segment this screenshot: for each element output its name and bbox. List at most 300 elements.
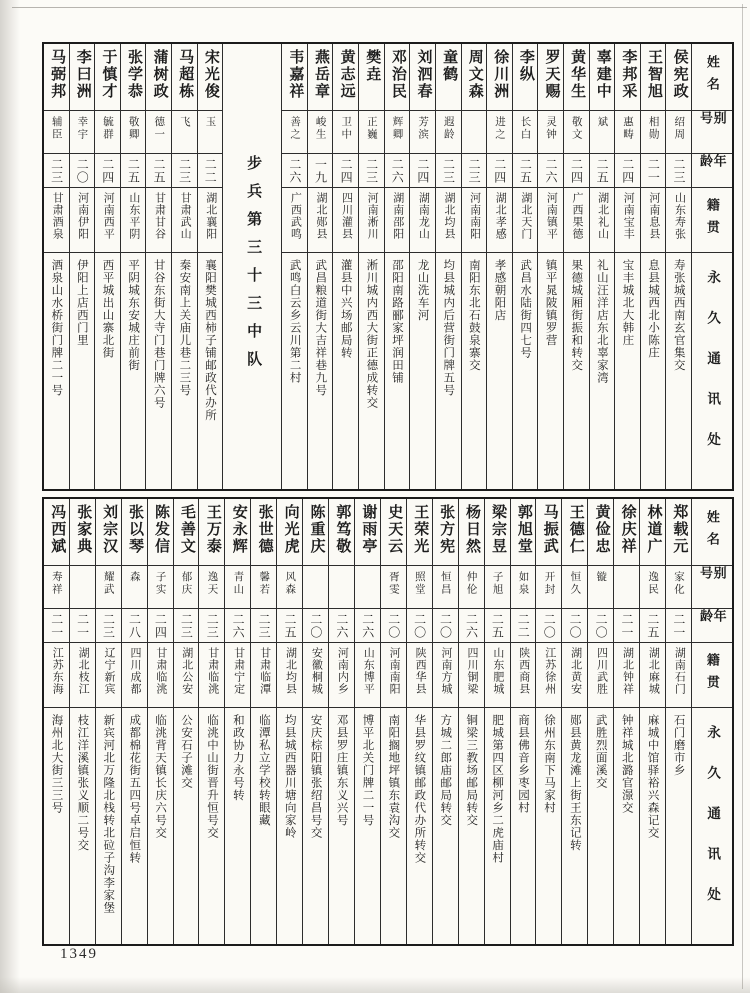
person-column (44, 499, 69, 944)
alias-cell (487, 111, 512, 154)
header-alias-text: 别号 (698, 111, 727, 133)
alias-cell-text: 辅臣 (50, 116, 62, 141)
age-cell (513, 154, 538, 188)
age-cell-text: 二〇 (438, 613, 453, 639)
name-cell-text: 张家典 (75, 504, 92, 555)
address-cell (513, 253, 538, 489)
person-column (639, 499, 665, 944)
name-cell-text: 韦嘉祥 (287, 49, 304, 100)
address-cell (96, 708, 121, 944)
name-cell-text: 蒲树政 (151, 49, 168, 100)
address-cell (511, 708, 536, 944)
name-cell (333, 44, 358, 111)
address-cell-text: 襄阳樊城西柿子铺邮政代办所 (203, 259, 216, 422)
name-cell-text: 刘宗汉 (101, 504, 118, 555)
address-cell (385, 253, 410, 489)
native-cell-text: 四川成都 (128, 647, 141, 695)
age-cell-text: 二二 (203, 158, 218, 184)
name-cell-text: 徐川洲 (492, 49, 509, 100)
alias-cell (44, 566, 69, 609)
native-cell (562, 643, 587, 708)
person-column (561, 499, 587, 944)
person-column (537, 44, 563, 489)
name-cell-text: 毛善文 (178, 504, 195, 555)
native-cell (122, 643, 147, 708)
alias-cell-text: 进之 (493, 116, 505, 141)
native-cell (199, 643, 224, 708)
alias-cell (485, 566, 510, 609)
age-cell (615, 154, 640, 188)
age-cell (538, 154, 563, 188)
person-column (535, 499, 561, 944)
native-cell-text: 甘肃甘谷 (153, 192, 166, 240)
name-cell (385, 44, 410, 111)
native-cell (666, 188, 691, 253)
header-name (692, 44, 732, 111)
age-cell (436, 154, 461, 188)
native-cell-text: 湖北钟祥 (621, 647, 634, 695)
alias-cell (513, 111, 538, 154)
person-column (95, 499, 121, 944)
alias-cell (538, 111, 563, 154)
age-cell-text: 二〇 (412, 613, 427, 639)
age-cell-text: 二四 (569, 158, 584, 184)
native-cell-text: 湖北均县 (442, 192, 455, 240)
age-cell (487, 154, 512, 188)
address-cell-text: 武胜烈面溪交 (594, 714, 607, 789)
age-cell-text: 二一 (75, 613, 90, 639)
address-cell-text: 武昌水陆街四七号 (519, 259, 532, 359)
native-cell (436, 188, 461, 253)
address-cell-text: 息县城西北小陈庄 (647, 259, 660, 359)
address-cell-text: 临潭私立学校转眼藏 (257, 714, 270, 827)
name-cell-text: 陈发信 (152, 504, 169, 555)
address-cell (199, 708, 224, 944)
alias-cell-text: 恒昌 (439, 571, 451, 596)
alias-cell (70, 111, 95, 154)
address-cell-text: 均县城内后营街门牌五号 (442, 259, 455, 397)
header-native-text: 籍贯 (704, 653, 720, 697)
address-cell-text: 公安石子滩交 (180, 714, 193, 789)
name-cell-text: 黄志远 (338, 49, 355, 100)
alias-cell-text: 惠畴 (621, 116, 633, 141)
alias-cell (329, 566, 354, 609)
address-cell (641, 253, 666, 489)
person-column (69, 499, 95, 944)
address-cell (538, 253, 563, 489)
age-cell (329, 609, 354, 643)
address-cell (225, 708, 250, 944)
header-name (692, 499, 732, 566)
address-cell (121, 253, 146, 489)
age-cell-text: 二三 (179, 613, 194, 639)
age-cell (303, 609, 328, 643)
alias-cell-text: 玉 (204, 116, 216, 129)
alias-cell-text: 敬卿 (127, 116, 139, 141)
name-cell-text: 张以琴 (127, 504, 144, 555)
age-cell-text: 二四 (492, 158, 507, 184)
age-cell-text: 二三 (441, 158, 456, 184)
address-cell (588, 708, 613, 944)
alias-cell-text: 子实 (154, 571, 166, 596)
native-cell-text: 四川铜梁 (465, 647, 478, 695)
native-cell (333, 188, 358, 253)
address-cell (615, 253, 640, 489)
native-cell-text: 河南镇平 (545, 192, 558, 240)
native-cell (303, 643, 328, 708)
address-cell (308, 253, 333, 489)
name-cell-text: 郭笃敬 (334, 504, 351, 555)
age-cell (564, 154, 589, 188)
name-cell-text: 刘泗春 (415, 49, 432, 100)
alias-cell-text: 灵钟 (545, 116, 557, 141)
alias-cell-text: 飞 (178, 116, 190, 129)
name-cell-text: 李纵 (517, 49, 534, 83)
native-cell (666, 643, 691, 708)
native-cell-text: 陕西华县 (414, 647, 427, 695)
age-cell-text: 一九 (313, 158, 328, 184)
native-cell-text: 湖南龙山 (417, 192, 430, 240)
person-column (458, 499, 484, 944)
name-cell (277, 499, 302, 566)
address-cell-text: 镇平晁陂镇罗营 (544, 259, 557, 347)
age-cell (614, 609, 639, 643)
address-cell (44, 253, 69, 489)
native-cell (513, 188, 538, 253)
alias-cell (146, 111, 171, 154)
native-cell (70, 188, 95, 253)
name-cell (614, 499, 639, 566)
alias-cell (614, 566, 639, 609)
native-cell (588, 643, 613, 708)
name-cell-text: 徐庆祥 (619, 504, 636, 555)
age-cell (459, 609, 484, 643)
native-cell (511, 643, 536, 708)
person-column (281, 44, 307, 489)
name-cell-text: 张方宪 (438, 504, 455, 555)
native-cell (590, 188, 615, 253)
name-cell-text: 宋光俊 (202, 49, 219, 100)
age-cell-text: 二四 (339, 158, 354, 184)
alias-cell (385, 111, 410, 154)
native-cell (251, 643, 276, 708)
alias-cell (225, 566, 250, 609)
alias-cell-text: 逸天 (206, 571, 218, 596)
address-cell-text: 秦安南上关庙儿巷二三号 (178, 259, 191, 397)
person-column (94, 44, 120, 489)
roster-table-bottom (42, 497, 734, 946)
header-age (692, 609, 732, 643)
address-cell-text: 海州北大街三三号 (50, 714, 63, 814)
name-cell-text: 张学恭 (125, 49, 142, 100)
age-cell (410, 154, 435, 188)
person-column (406, 499, 432, 944)
alias-cell-text: 照堂 (413, 571, 425, 596)
native-cell-text: 河南内乡 (336, 647, 349, 695)
native-cell-text: 湖北孝感 (494, 192, 507, 240)
alias-cell-text: 开封 (543, 571, 555, 596)
native-cell-text: 甘肃临洮 (206, 647, 219, 695)
address-cell-text: 枝江洋溪镇张义顺二号交 (76, 714, 89, 852)
native-cell (44, 643, 69, 708)
age-cell (590, 154, 615, 188)
alias-cell-text: 仲伦 (465, 571, 477, 596)
address-cell-text: 和政协力永号转 (231, 714, 244, 802)
person-column (486, 44, 512, 489)
age-cell (282, 154, 307, 188)
address-cell (333, 253, 358, 489)
native-cell-text: 湖北郧县 (314, 192, 327, 240)
native-cell-text: 四川武胜 (595, 647, 608, 695)
alias-cell (381, 566, 406, 609)
address-cell-text: 安庆棕阳镇张绍昌号交 (309, 714, 322, 839)
age-cell (359, 154, 384, 188)
age-cell (277, 609, 302, 643)
age-cell (536, 609, 561, 643)
native-cell (96, 643, 121, 708)
name-cell (513, 44, 538, 111)
header-alias-text: 别号 (698, 566, 727, 588)
person-column (147, 499, 173, 944)
age-cell (225, 609, 250, 643)
name-cell-text: 罗天赐 (543, 49, 560, 100)
alias-cell (277, 566, 302, 609)
alias-cell (433, 566, 458, 609)
alias-cell (666, 111, 691, 154)
alias-cell (564, 111, 589, 154)
roster-table-top (42, 42, 734, 491)
age-cell-text: 二三 (205, 613, 220, 639)
age-cell-text: 二一 (671, 613, 686, 639)
name-cell (407, 499, 432, 566)
name-cell-text: 谢雨亭 (360, 504, 377, 555)
alias-cell-text: 正巍 (365, 116, 377, 141)
person-column (614, 44, 640, 489)
name-cell (381, 499, 406, 566)
alias-cell-text: 敬文 (570, 116, 582, 141)
name-cell (122, 499, 147, 566)
alias-cell-text: 森 (128, 571, 140, 584)
scan-shade-bottom (0, 977, 750, 993)
native-cell (385, 188, 410, 253)
unit-label-text: 步兵第三十三中队 (245, 154, 262, 379)
header-native (692, 188, 732, 253)
address-cell (355, 708, 380, 944)
alias-cell-text: 寿祥 (50, 571, 62, 596)
native-cell-text: 山东寿张 (673, 192, 686, 240)
address-cell (95, 253, 120, 489)
alias-cell-text: 斌 (596, 116, 608, 129)
native-cell (410, 188, 435, 253)
age-cell (70, 154, 95, 188)
address-cell-text: 钟祥城北潞官澋交 (620, 714, 633, 814)
name-cell (485, 499, 510, 566)
header-name-text: 姓名 (704, 55, 720, 99)
native-cell-text: 辽宁新宾 (103, 647, 116, 695)
header-age (692, 154, 732, 188)
native-cell-text: 陕西商县 (517, 647, 530, 695)
native-cell-text: 甘肃武山 (179, 192, 192, 240)
name-cell-text: 樊垚 (364, 49, 381, 83)
native-cell (95, 188, 120, 253)
age-cell-text: 二六 (360, 613, 375, 639)
address-cell-text: 灌县中兴场邮局转 (339, 259, 352, 359)
alias-cell-text: 峻生 (314, 116, 326, 141)
age-cell (199, 609, 224, 643)
age-cell (95, 154, 120, 188)
native-cell (640, 643, 665, 708)
native-cell-text: 甘肃宁定 (232, 647, 245, 695)
name-cell (459, 499, 484, 566)
name-cell (282, 44, 307, 111)
name-cell-text: 张世德 (256, 504, 273, 555)
name-cell (588, 499, 613, 566)
age-cell (355, 609, 380, 643)
name-cell-text: 于慎才 (100, 49, 117, 100)
address-cell (282, 253, 307, 489)
name-cell-text: 辜建中 (594, 49, 611, 100)
address-cell (666, 253, 691, 489)
alias-cell (172, 111, 197, 154)
native-cell (146, 188, 171, 253)
age-cell-text: 二三 (467, 158, 482, 184)
age-cell (308, 154, 333, 188)
person-column (173, 499, 199, 944)
age-cell-text: 二〇 (542, 613, 557, 639)
age-cell-text: 二五 (126, 158, 141, 184)
native-cell-text: 甘肃酒泉 (51, 192, 64, 240)
native-cell (359, 188, 384, 253)
age-cell-text: 二三 (49, 158, 64, 184)
alias-cell-text: 芳滨 (417, 116, 429, 141)
address-cell (459, 708, 484, 944)
alias-cell (536, 566, 561, 609)
age-cell-text: 二〇 (594, 613, 609, 639)
name-cell (198, 44, 223, 111)
alias-cell (70, 566, 95, 609)
native-cell-text: 甘肃临洮 (154, 647, 167, 695)
name-cell (199, 499, 224, 566)
name-cell (70, 499, 95, 566)
age-cell (251, 609, 276, 643)
age-cell-text: 二五 (518, 158, 533, 184)
address-cell-text: 麻城中馆驿裕兴森记交 (646, 714, 659, 839)
address-cell-text: 邵阳南路郦家坪润田铺 (391, 259, 404, 384)
native-cell-text: 湖北公安 (180, 647, 193, 695)
alias-cell (436, 111, 461, 154)
native-cell (355, 643, 380, 708)
address-cell-text: 博平北关门牌二一号 (361, 714, 374, 827)
age-cell-text: 二六 (287, 158, 302, 184)
address-cell-text: 郧县黄龙滩上街王东记转 (568, 714, 581, 852)
age-cell (44, 609, 69, 643)
name-cell (641, 44, 666, 111)
name-cell (590, 44, 615, 111)
native-cell-text: 湖北麻城 (647, 647, 660, 695)
age-cell (70, 609, 95, 643)
unit-label-cell (223, 44, 281, 489)
age-cell (511, 609, 536, 643)
name-cell-text: 王万泰 (204, 504, 221, 555)
person-column (587, 499, 613, 944)
age-cell (588, 609, 613, 643)
address-cell (462, 253, 487, 489)
native-cell-text: 河南宝丰 (622, 192, 635, 240)
person-column (484, 499, 510, 944)
age-cell-text: 二六 (390, 158, 405, 184)
person-column (510, 499, 536, 944)
name-cell-text: 李曰洲 (74, 49, 91, 100)
address-cell-text: 徐州东南下马家村 (542, 714, 555, 814)
address-cell-text: 临洮中山街晋升恒号交 (205, 714, 218, 839)
address-cell-text: 方城二郎庙邮局转交 (439, 714, 452, 827)
name-cell (536, 499, 561, 566)
age-cell-text: 二一 (646, 158, 661, 184)
address-cell-text: 龙山洗车河 (416, 259, 429, 322)
age-cell-text: 二六 (334, 613, 349, 639)
address-cell (172, 253, 197, 489)
name-cell (148, 499, 173, 566)
native-cell-text: 湖南邵阳 (391, 192, 404, 240)
name-cell-text: 杨日然 (464, 504, 481, 555)
header-column (691, 44, 732, 489)
name-cell (487, 44, 512, 111)
name-cell (308, 44, 333, 111)
native-cell (121, 188, 146, 253)
name-cell-text: 燕岳章 (313, 49, 330, 100)
alias-cell (562, 566, 587, 609)
person-column (44, 44, 69, 489)
native-cell (615, 188, 640, 253)
name-cell-text: 梁宗昱 (489, 504, 506, 555)
name-cell (96, 499, 121, 566)
name-cell (564, 44, 589, 111)
name-cell-text: 向光虎 (282, 504, 299, 555)
address-cell (146, 253, 171, 489)
address-cell-text: 华县罗纹镇邮政代办所转交 (413, 714, 426, 864)
person-column (512, 44, 538, 489)
age-cell-text: 二〇 (308, 613, 323, 639)
native-cell-text: 江苏徐州 (543, 647, 556, 695)
native-cell (282, 188, 307, 253)
address-cell (407, 708, 432, 944)
header-alias (692, 566, 732, 609)
name-cell (225, 499, 250, 566)
age-cell-text: 二五 (283, 613, 297, 639)
age-cell (385, 154, 410, 188)
alias-cell (121, 111, 146, 154)
person-column (145, 44, 171, 489)
name-cell-text: 史天云 (386, 504, 403, 555)
age-cell-text: 二三 (257, 613, 272, 639)
person-column (409, 44, 435, 489)
age-cell-text: 二〇 (568, 613, 583, 639)
name-cell (436, 44, 461, 111)
address-cell-text: 肥城第四区柳河乡二虎庙村 (491, 714, 504, 864)
native-cell-text: 安徽桐城 (310, 647, 323, 695)
age-cell-text: 二三 (177, 158, 192, 184)
person-column (435, 44, 461, 489)
alias-cell (148, 566, 173, 609)
alias-cell-text: 幸宇 (76, 116, 88, 141)
address-cell-text: 邓县罗庄镇东义兴号 (335, 714, 348, 827)
age-cell-text: 二〇 (386, 613, 401, 639)
alias-cell (333, 111, 358, 154)
native-cell-text: 湖北礼山 (596, 192, 609, 240)
header-native-text: 籍贯 (704, 198, 720, 242)
address-cell-text: 宝丰城北大韩庄 (621, 259, 634, 347)
native-cell (433, 643, 458, 708)
